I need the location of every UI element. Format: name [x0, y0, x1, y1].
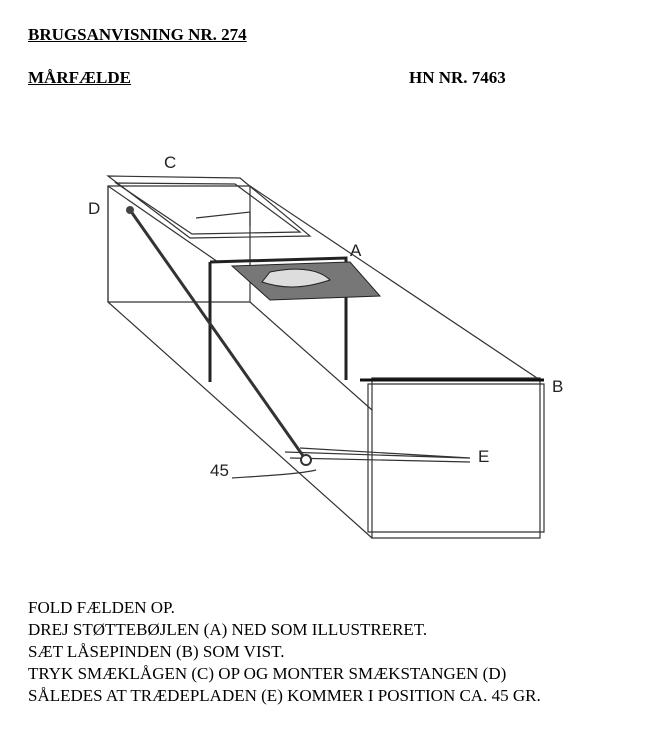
- document-title: BRUGSANVISNING NR. 274: [28, 25, 247, 44]
- strike-rod-d: [130, 210, 306, 460]
- instruction-line: TRYK SMÆKLÅGEN (C) OP OG MONTER SMÆKSTANGEN (D): [28, 664, 507, 683]
- trap-front-box: [108, 186, 250, 302]
- label-a: A: [350, 241, 362, 260]
- label-b: B: [552, 377, 564, 396]
- label-angle: 45: [210, 461, 229, 480]
- label-c: C: [164, 153, 177, 172]
- instruction-line: SÅLEDES AT TRÆDEPLADEN (E) KOMMER I POSITION CA. 45 GR.: [28, 686, 541, 705]
- tread-plate-e: [285, 448, 470, 462]
- instruction-list: [28, 597, 541, 707]
- label-e: E: [478, 447, 490, 466]
- trap-body: [108, 186, 540, 538]
- instruction-line: SÆT LÅSEPINDEN (B) SOM VIST.: [28, 642, 285, 661]
- instruction-line: FOLD FÆLDEN OP.: [28, 598, 175, 617]
- label-d: D: [88, 199, 101, 218]
- product-reference: HN NR. 7463: [409, 68, 506, 87]
- product-name: MÅRFÆLDE: [28, 68, 131, 87]
- instruction-line: DREJ STØTTEBØJLEN (A) NED SOM ILLUSTRERET.: [28, 620, 428, 639]
